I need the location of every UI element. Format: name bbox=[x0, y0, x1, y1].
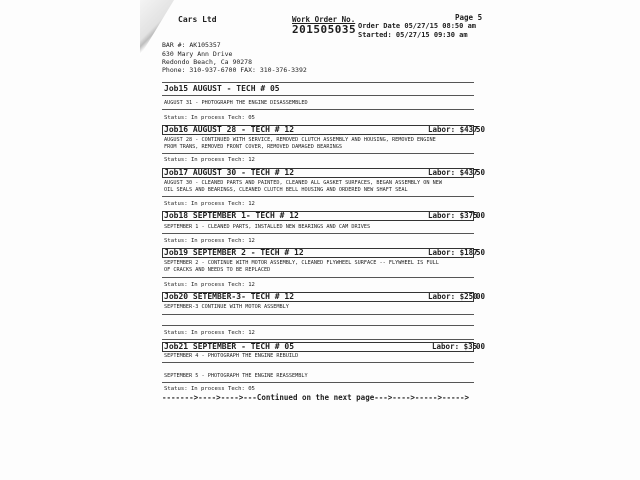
job-status: Status: In process Tech: 12 bbox=[164, 238, 255, 244]
labor-cents: 50 bbox=[476, 168, 486, 177]
company-name: Cars Ltd bbox=[178, 15, 217, 24]
job-title: Job19 SEPTEMBER 2 - TECH # 12 bbox=[164, 248, 304, 257]
divider bbox=[162, 233, 474, 234]
job-description: OF CRACKS AND NEEDS TO BE REPLACED bbox=[164, 267, 271, 273]
job-status: Status: In process Tech: 12 bbox=[164, 157, 255, 163]
divider bbox=[162, 382, 474, 383]
work-order-number: 201505035 bbox=[292, 23, 357, 36]
job-description: SEPTEMBER 2 - CONTINUE WITH MOTOR ASSEMBLY, CLEANED FLYWHEEL SURFACE -- FLYWHEEL IS FULL bbox=[164, 260, 439, 266]
bar-number: BAR #: AK105357 bbox=[162, 41, 221, 49]
labor-cents: 00 bbox=[476, 211, 486, 220]
labor-amount: Labor: $437 bbox=[428, 168, 478, 177]
address-line-2: Redondo Beach, Ca 90278 bbox=[162, 58, 253, 66]
labor-amount: Labor: $375 bbox=[428, 211, 478, 220]
job-title: Job20 SETEMBER-3- TECH # 12 bbox=[164, 292, 295, 301]
labor-cents: 50 bbox=[476, 125, 486, 134]
address-line-1: 630 Mary Ann Drive bbox=[162, 50, 233, 58]
labor-amount: Labor: $187 bbox=[428, 248, 478, 257]
job-title: Job17 AUGUST 30 - TECH # 12 bbox=[164, 168, 295, 177]
phone-fax: Phone: 310-937-6700 FAX: 310-376-3392 bbox=[162, 66, 307, 74]
job-description: SEPTEMBER 4 - PHOTOGRAPH THE ENGINE REBUILD bbox=[164, 353, 299, 359]
divider bbox=[162, 109, 474, 110]
labor-amount: Labor: $437 bbox=[428, 125, 478, 134]
page-number: Page 5 bbox=[455, 13, 483, 22]
job-description: AUGUST 28 - CONTINUED WITH SERVICE, REMOVED CLUTCH ASSEMBLY AND HOUSING, REMOVED ENGINE bbox=[164, 137, 436, 143]
job-status: Status: In process Tech: 12 bbox=[164, 282, 255, 288]
job-description: FROM TRANS, REMOVED FRONT COVER, REMOVED DAMAGED BEARINGS bbox=[164, 144, 343, 150]
job-title: Job21 SEPTEMBER - TECH # 05 bbox=[164, 342, 295, 351]
labor-amount: Labor: $250 bbox=[428, 292, 478, 301]
divider bbox=[162, 82, 474, 83]
divider bbox=[162, 314, 474, 315]
divider bbox=[162, 362, 474, 363]
job-description: AUGUST 31 - PHOTOGRAPH THE ENGINE DISASSEMBLED bbox=[164, 100, 308, 106]
divider bbox=[162, 277, 474, 278]
job-status: Status: In process Tech: 12 bbox=[164, 330, 255, 336]
job-title: Job15 AUGUST - TECH # 05 bbox=[164, 84, 280, 93]
labor-amount: Labor: $35 bbox=[432, 342, 478, 351]
job-status: Status: In process Tech: 05 bbox=[164, 386, 255, 392]
divider bbox=[162, 153, 474, 154]
labor-cents: 50 bbox=[476, 248, 486, 257]
job-description: SEPTEMBER 5 - PHOTOGRAPH THE ENGINE REASSEMBLY bbox=[164, 373, 308, 379]
work-order-label: Work Order No. bbox=[292, 15, 356, 24]
job-title: Job16 AUGUST 28 - TECH # 12 bbox=[164, 125, 295, 134]
divider bbox=[162, 339, 474, 340]
job-status: Status: In process Tech: 12 bbox=[164, 201, 255, 207]
labor-cents: 00 bbox=[476, 292, 486, 301]
divider bbox=[162, 95, 474, 96]
job-description: SEPTEMBER-3 CONTINUE WITH MOTOR ASSEMBLY bbox=[164, 304, 289, 310]
labor-cents: 00 bbox=[476, 342, 486, 351]
job-description: SEPTEMBER 1 - CLEANED PARTS, INSTALLED NEW BEARINGS AND CAM DRIVES bbox=[164, 224, 371, 230]
continued-footer: ------->---->---->---Continued on the next page--->---->----->-----> bbox=[162, 393, 470, 402]
divider bbox=[162, 196, 474, 197]
job-description: OIL SEALS AND BEARINGS, CLEANED CLUTCH BELL HOUSING AND ORDERED NEW SHAFT SEAL bbox=[164, 187, 408, 193]
job-status: Status: In process Tech: 05 bbox=[164, 115, 255, 121]
divider bbox=[162, 325, 474, 326]
job-description: AUGUST 30 - CLEANED PARTS AND PAINTED, CLEANED ALL GASKET SURFACES, BEGAN ASSEMBLY ON NEW bbox=[164, 180, 442, 186]
job-title: Job18 SEPTEMBER 1- TECH # 12 bbox=[164, 211, 299, 220]
order-date: Order Date 05/27/15 08:50 am bbox=[358, 22, 477, 30]
started-date: Started: 05/27/15 09:30 am bbox=[358, 31, 468, 39]
